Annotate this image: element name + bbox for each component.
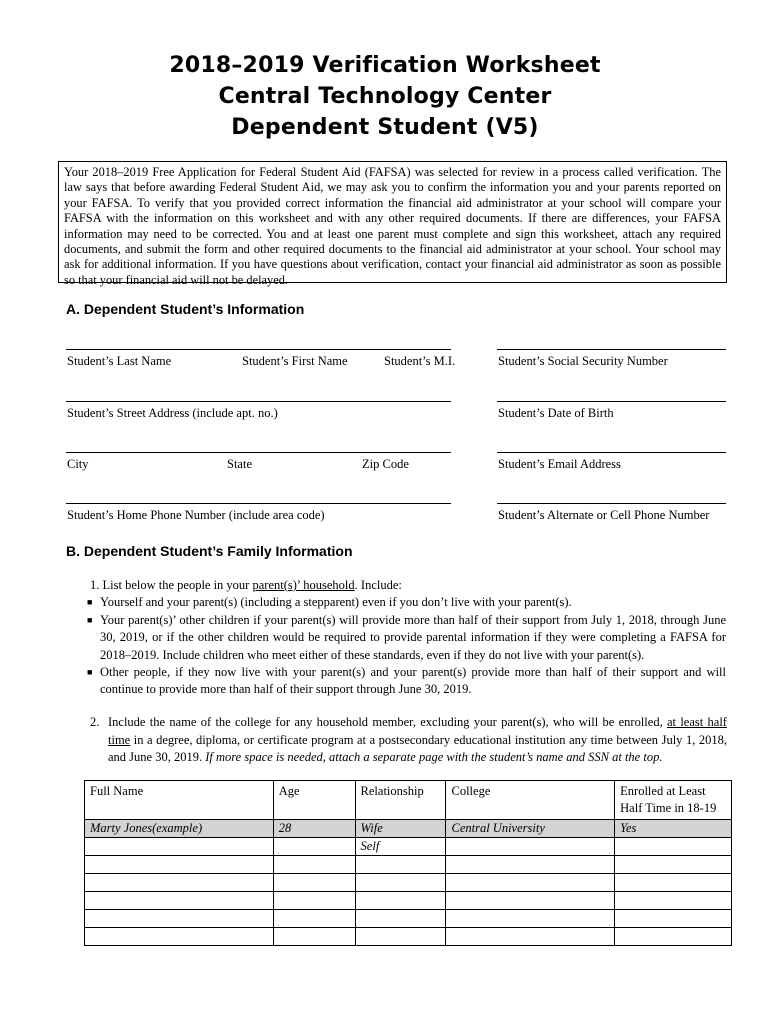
label-street-address: Student’s Street Address (include apt. no.) [67,406,278,420]
household-instructions [66,577,726,699]
table-cell[interactable] [355,874,446,892]
list-item: ■ Yourself and your parent(s) (including a stepparent) even if you don’t live with your parent(s). [100,594,726,611]
table-cell[interactable] [355,892,446,910]
list-item: ■ Other people, if they now live with your parent(s) and your parent(s) provide more than half of their support and will continue to provide more than half of their support through June 30, 2019. [87,665,726,697]
label-first-name: Student’s First Name [242,354,348,368]
label-email: Student’s Email Address [498,457,621,471]
table-row[interactable] [85,838,732,856]
header-relationship: Relationship [355,781,446,820]
section-b-heading: B. Dependent Student’s Family Information [66,543,353,559]
table-cell[interactable] [355,910,446,928]
table-row[interactable] [85,892,732,910]
bullet-icon: ■ [87,597,93,608]
student-name-field[interactable] [66,349,451,350]
bullet-icon: ■ [87,614,93,625]
table-cell[interactable] [446,892,615,910]
table-cell[interactable] [273,874,355,892]
item-2-instructions: 2. Include the name of the college for any household member, excluding your parent(s), who will be enrolled, at least half time in a degree, diploma, or certificate program at a postsecondary educational institution any time between July 1, 2018, and June 30, 2019. If more space is needed, attach a separate page with the student’s name and SSN at the top. [90,715,727,765]
title-line-3: Dependent Student (V5) [231,115,539,140]
table-cell[interactable] [446,928,615,946]
header-enrolled: Enrolled at Least Half Time in 18-19 [615,781,732,820]
label-alt-phone: Student’s Alternate or Cell Phone Number [498,508,710,522]
intro-notice-box [58,161,727,287]
table-cell[interactable] [85,928,274,946]
table-cell[interactable] [446,910,615,928]
table-cell: Marty Jones(example) [85,820,274,838]
table-header-row [85,781,732,820]
item-2-label: 2. [90,715,100,729]
table-cell[interactable]: Self [355,838,446,856]
table-cell[interactable] [355,928,446,946]
bullet-icon: ■ [87,667,93,678]
parents-household-text: parent(s)’ household [252,578,355,592]
table-row[interactable] [85,874,732,892]
label-city: City [67,457,89,471]
table-cell[interactable] [615,856,732,874]
table-row[interactable] [85,856,732,874]
label-home-phone: Student’s Home Phone Number (include area code) [67,508,325,522]
label-mi: Student’s M.I. [384,354,456,368]
household-table [84,780,732,946]
email-field[interactable] [497,452,726,453]
table-cell[interactable] [85,892,274,910]
table-cell[interactable] [615,928,732,946]
table-cell[interactable] [273,892,355,910]
table-cell[interactable] [355,856,446,874]
table-cell: Central University [446,820,615,838]
label-ssn: Student’s Social Security Number [498,354,668,368]
half-time-text: at least half time [108,715,727,747]
table-cell[interactable] [273,856,355,874]
student-ssn-field[interactable] [497,349,726,350]
table-cell: Wife [355,820,446,838]
list-item: ■ Your parent(s)’ other children if your parent(s) will provide more than half of their support from July 1, 2018, through June 30, 2019, or if the other children would be required to provide parental information if they were completing a FAFSA for 2018–2019. Include children who meet either of these standards, even if they do not live with your parent(s). [87,612,726,662]
table-cell[interactable] [615,838,732,856]
label-zip: Zip Code [362,457,409,471]
household-bullet-list [66,594,726,698]
label-last-name: Student’s Last Name [67,354,172,368]
label-date-of-birth: Student’s Date of Birth [498,406,614,420]
table-row[interactable] [85,928,732,946]
city-state-zip-field[interactable] [66,452,451,453]
table-cell[interactable] [85,838,274,856]
header-full-name: Full Name [85,781,274,820]
date-of-birth-field[interactable] [497,401,726,402]
title-line-2: Central Technology Center [218,84,552,109]
home-phone-field[interactable] [66,503,451,504]
table-cell[interactable] [615,910,732,928]
table-cell[interactable] [446,856,615,874]
header-age: Age [273,781,355,820]
table-cell[interactable] [273,910,355,928]
table-cell: Yes [615,820,732,838]
table-cell[interactable] [85,856,274,874]
table-cell[interactable] [615,892,732,910]
table-cell[interactable] [446,838,615,856]
table-cell[interactable] [446,874,615,892]
alt-phone-field[interactable] [497,503,726,504]
document-title [0,50,770,143]
header-college: College [446,781,615,820]
table-row[interactable] [85,910,732,928]
street-address-field[interactable] [66,401,451,402]
table-cell[interactable] [273,838,355,856]
table-cell: 28 [273,820,355,838]
table-cell[interactable] [85,874,274,892]
extra-space-note: If more space is needed, attach a separate page with the student’s name and SSN at the top. [205,750,663,765]
table-cell[interactable] [615,874,732,892]
title-line-1: 2018–2019 Verification Worksheet [169,53,601,78]
intro-text: Your 2018–2019 Free Application for Federal Student Aid (FAFSA) was selected for review in a process called verification. The law says that before awarding Federal Student Aid, we may ask you to confirm the information you and your parents reported on your FAFSA. To verify that you provided correct information the financial aid administrator at your school will compare your FAFSA with the information on this worksheet and with any other required documents. If there are differences, your FAFSA information may need to be corrected. You and at least one parent must complete and sign this worksheet, attach any required documents, and submit the form and other required documents to the financial aid administrator at your school. Your school may ask for additional information. If you have questions about verification, contact your financial aid administrator as soon as possible so that your financial aid will not be delayed. [64,165,721,287]
item-1-intro: 1. List below the people in your parent(s)’ household. Include: [90,578,402,592]
table-cell[interactable] [85,910,274,928]
label-state: State [227,457,252,471]
table-row-example [85,820,732,838]
section-a-heading: A. Dependent Student’s Information [66,301,305,317]
table-cell[interactable] [273,928,355,946]
